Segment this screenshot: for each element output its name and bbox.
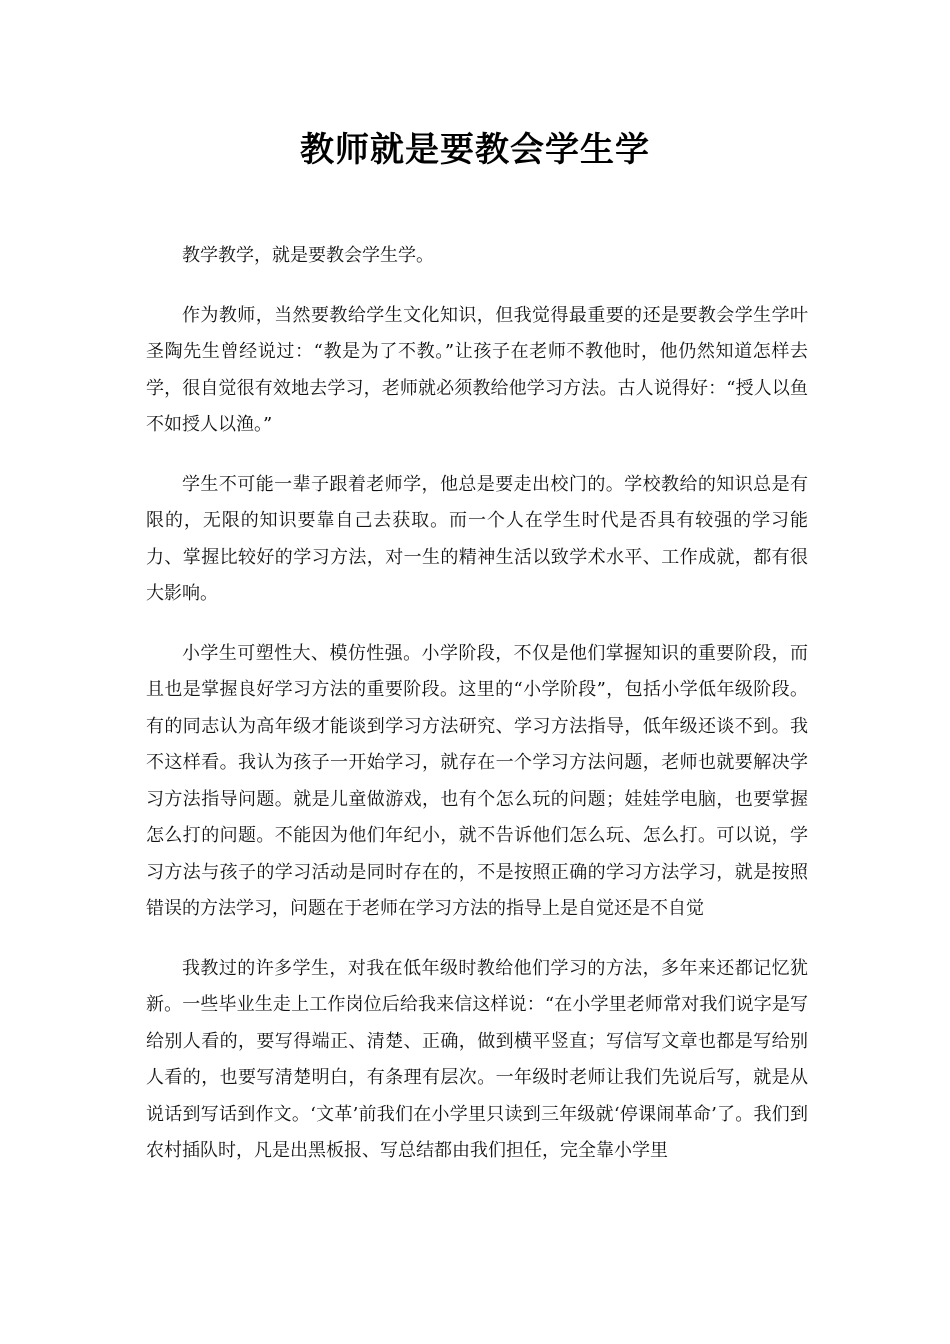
paragraph-5: 我教过的许多学生，对我在低年级时教给他们学习的方法，多年来还都记忆犹新。一些毕业生走上工作岗位后给我来信这样说：“在小学里老师常对我们说字是写给别人看的，要写得端正、清楚、正确，做到横平竖直；写信写文章也都是写给别人看的，也要写清楚明白，有条理有层次。一年级时老师让我们先说后写，就是从说话到写话到作文。‘文革’前我们在小学里只读到三年级就‘停课闹革命’了。我们到农村插队时，凡是出黑板报、写总结都由我们担任，完全靠小学里 [146, 957, 808, 1161]
document-body [146, 238, 808, 1193]
paragraph-3: 学生不可能一辈子跟着老师学，他总是要走出校门的。学校教给的知识总是有限的，无限的知识要靠自己去获取。而一个人在学生时代是否具有较强的学习能力、掌握比较好的学习方法，对一生的精神生活以致学术水平、工作成就，都有很大影响。 [146, 473, 808, 604]
document-title: 教师就是要教会学生学 [300, 130, 650, 170]
paragraph-4: 小学生可塑性大、模仿性强。小学阶段，不仅是他们掌握知识的重要阶段，而且也是掌握良好学习方法的重要阶段。这里的“小学阶段”，包括小学低年级阶段。有的同志认为高年级才能谈到学习方法研究、学习方法指导，低年级还谈不到。我不这样看。我认为孩子一开始学习，就存在一个学习方法问题，老师也就要解决学习方法指导问题。就是儿童做游戏，也有个怎么玩的问题；娃娃学电脑，也要掌握怎么打的问题。不能因为他们年纪小，就不告诉他们怎么玩、怎么打。可以说，学习方法与孩子的学习活动是同时存在的，不是按照正确的学习方法学习，就是按照错误的方法学习，问题在于老师在学习方法的指导上是自觉还是不自觉 [146, 642, 808, 919]
paragraph-1: 教学教学，就是要教会学生学。 [182, 245, 434, 266]
paragraph-2: 作为教师，当然要教给学生文化知识，但我觉得最重要的还是要教会学生学叶圣陶先生曾经说过：“教是为了不教。”让孩子在老师不教他时，他仍然知道怎样去学，很自觉很有效地去学习，老师就必须教给他学习方法。古人说得好：“授人以鱼不如授人以渔。” [146, 304, 808, 435]
